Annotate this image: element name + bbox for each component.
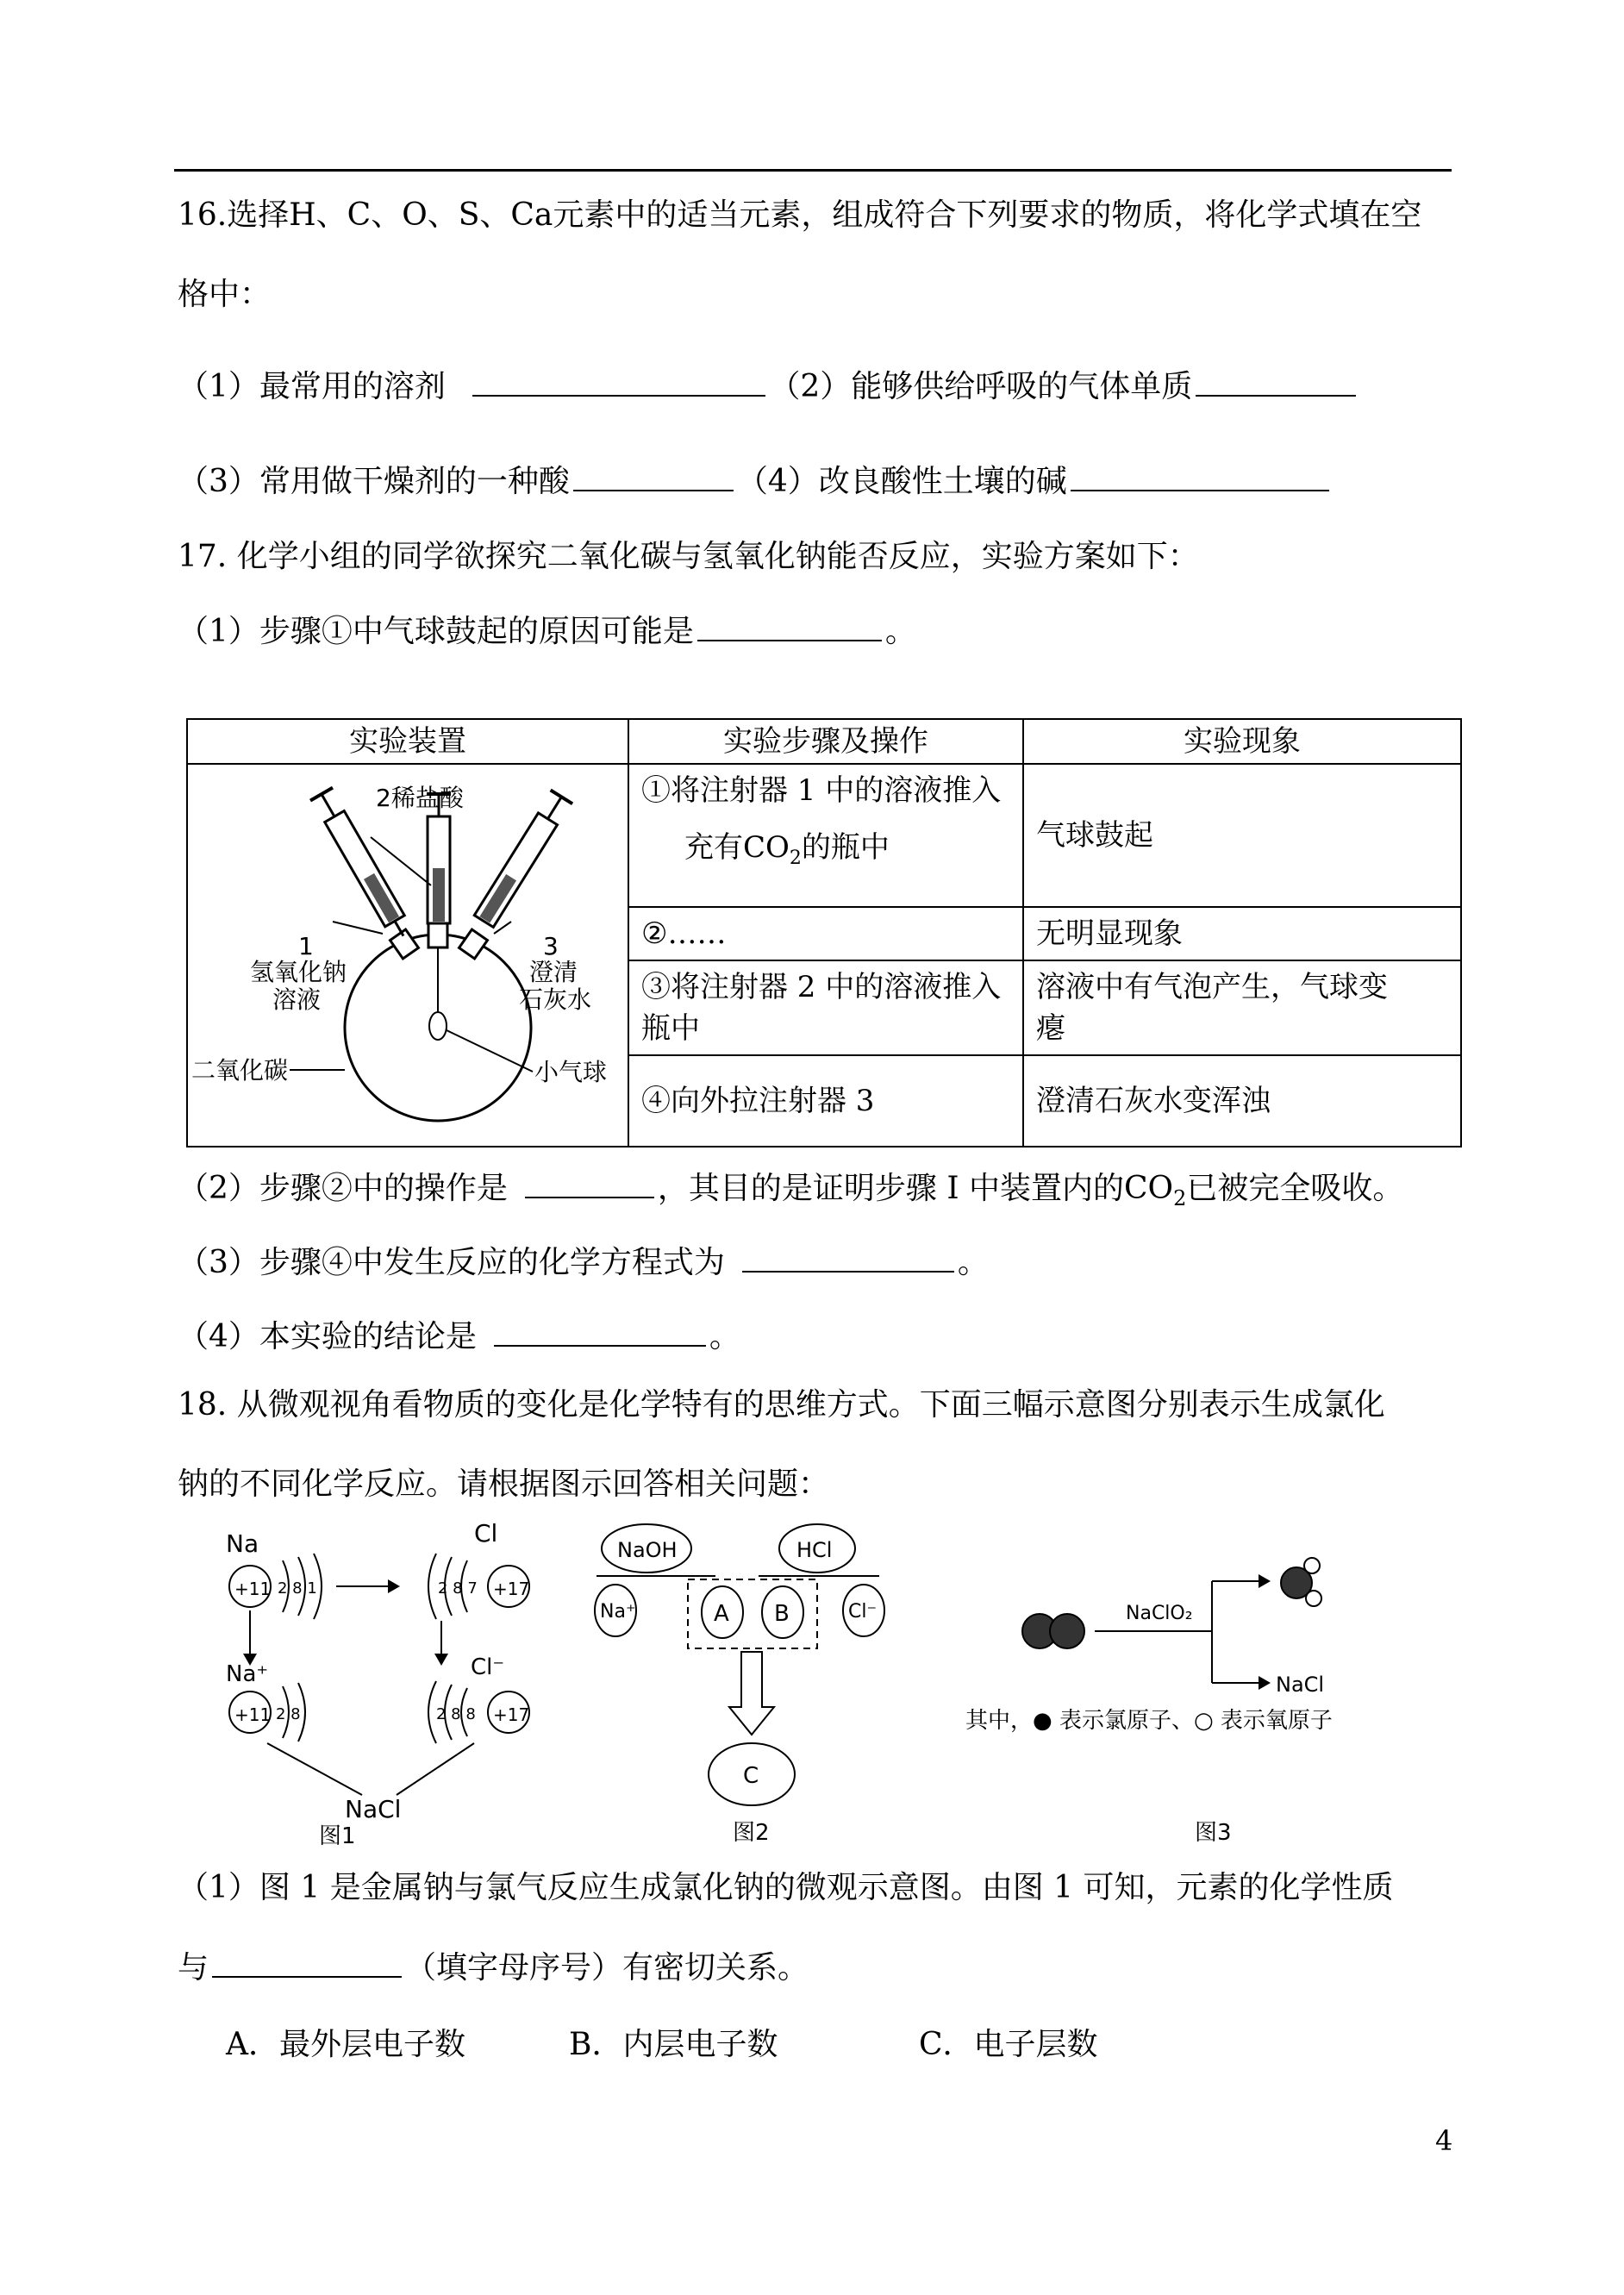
fig3-product-o-icon-2 [1306, 1591, 1321, 1606]
fig2-a: A [714, 1601, 729, 1627]
result-3-line1: 溶液中有气泡产生，气球变 [1036, 970, 1388, 1004]
fig1-cl-ion-label: Cl⁻ [471, 1654, 505, 1680]
result-1: 气球鼓起 [1023, 764, 1461, 907]
fig1-caption: 图1 [319, 1823, 356, 1845]
q17-item3-text: （3）步骤④中发生反应的化学方程式为 [178, 1245, 725, 1280]
q17-item2 [178, 1167, 1403, 1219]
q17-item2-text3: 已被完全吸收。 [1186, 1171, 1404, 1206]
q16-blank3[interactable] [573, 460, 734, 491]
q17-item1-text: （1）步骤①中气球鼓起的原因可能是 [178, 614, 694, 649]
q17-blank2[interactable] [525, 1167, 654, 1198]
step-1 [628, 764, 1023, 907]
option-c[interactable]: C．电子层数 [919, 2027, 1098, 2062]
q18-item1-suffix: （填字母序号）有密切关系。 [405, 1950, 809, 1985]
apparatus-diagram [188, 765, 628, 1141]
fig1-na-nucleus: +11 [234, 1579, 272, 1599]
q16-item1: （1）最常用的溶剂 [178, 369, 446, 404]
experiment-table [186, 718, 1462, 1148]
fig2-dashed-box [688, 1579, 817, 1648]
option-b[interactable]: B．内层电子数 [569, 2027, 778, 2062]
apparatus-cell [187, 764, 628, 1147]
q17-item3-end: 。 [957, 1245, 989, 1280]
q17-intro: 17. 化学小组的同学欲探究二氧化碳与氢氧化钠能否反应，实验方案如下： [178, 539, 1199, 574]
fig3-legend: 其中，● 表示氯原子、○ 表示氧原子 [965, 1708, 1333, 1734]
q17-item4-end: 。 [709, 1319, 740, 1354]
q17-blank4[interactable] [494, 1316, 706, 1347]
label-flask: 二氧化碳 [191, 1056, 289, 1085]
q17-item3 [178, 1241, 989, 1284]
q16-item2: （2）能够供给呼吸的气体单质 [769, 369, 1193, 404]
step-1-line1: ①将注射器 1 中的溶液推入 [641, 773, 1002, 808]
table-header-result: 实验现象 [1023, 719, 1461, 764]
q17-item2-text: （2）步骤②中的操作是 [178, 1171, 508, 1206]
q16-row2 [178, 460, 1333, 503]
fig3-product-o-icon [1304, 1558, 1320, 1573]
q18-item1-line1: （1）图 1 是金属钠与氯气反应生成氯化钠的微观示意图。由图 1 可知，元素的化学性质 [178, 1870, 1394, 1905]
fig2-c: C [743, 1763, 759, 1789]
table-header-steps: 实验步骤及操作 [628, 719, 1023, 764]
label-syringe2: 2稀盐酸 [376, 784, 464, 812]
step-4: ④向外拉注射器 3 [628, 1055, 1023, 1147]
fig1-na-ion-nucleus: +11 [234, 1704, 272, 1725]
fig2-hcl: HCl [796, 1538, 833, 1562]
step-1-line2 [641, 827, 1010, 879]
q17-blank1[interactable] [697, 610, 882, 641]
page-number: 4 [1435, 2124, 1453, 2157]
step-2: ②…… [628, 907, 1023, 960]
q16-blank2[interactable] [1196, 366, 1356, 397]
fig1-cl-label: Cl [474, 1519, 498, 1548]
fig2-na: Na⁺ [600, 1601, 636, 1623]
fig2-arrow-icon [729, 1652, 774, 1735]
q17-blank3[interactable] [742, 1241, 954, 1273]
fig1-na-ion-shells: 2 8 [276, 1705, 301, 1723]
step-3 [628, 960, 1023, 1055]
fig3-reagent: NaClO₂ [1126, 1603, 1193, 1624]
q16-item4: （4）改良酸性土壤的碱 [736, 464, 1067, 499]
q16-line1: 16.选择H、C、O、S、Ca元素中的适当元素，组成符合下列要求的物质，将化学式填在空 [178, 197, 1422, 233]
q17-item4 [178, 1316, 740, 1358]
fig1-cl-ion-nucleus: +17 [493, 1704, 530, 1725]
label-syringe3-a: 澄清 [529, 958, 578, 986]
syringe-3-icon [473, 790, 573, 928]
q17-item4-text: （4）本实验的结论是 [178, 1319, 477, 1354]
fig1-cl-nucleus: +17 [493, 1579, 530, 1599]
fig3-cl-atom-icon-2 [1050, 1614, 1084, 1648]
option-a[interactable]: A．最外层电子数 [226, 2027, 465, 2062]
label-syringe3-b: 石灰水 [519, 985, 592, 1014]
formula-co2-inline: CO [1124, 1171, 1174, 1206]
step-3-line1: ③将注射器 2 中的溶液推入 [641, 970, 1002, 1004]
q17-item1 [178, 610, 916, 653]
fig1-cl-shells: 2 8 7 [438, 1579, 478, 1598]
label-syringe1-a: 氢氧化钠 [250, 958, 347, 986]
q17-item1-end: 。 [884, 614, 916, 649]
fig1-na-shells: 2 8 1 [278, 1579, 317, 1598]
label-balloon: 小气球 [534, 1058, 608, 1086]
q16-line2: 格中： [178, 277, 272, 312]
q17-item2-text2: ，其目的是证明步骤 I 中装置内的 [657, 1171, 1125, 1206]
label-syringe3-num: 3 [543, 932, 559, 960]
fig1-na-label: Na [226, 1529, 259, 1558]
step-1-text: 充有 [684, 830, 743, 865]
fig3-product: NaCl [1276, 1673, 1325, 1697]
step-3-line2: 瓶中 [641, 1011, 700, 1046]
label-syringe1-num: 1 [298, 932, 314, 960]
fig3-caption: 图3 [1195, 1820, 1232, 1845]
result-3 [1023, 960, 1461, 1055]
label-syringe1-b: 溶液 [272, 985, 322, 1014]
q18-blank1[interactable] [212, 1947, 402, 1978]
fig2-b: B [774, 1601, 790, 1627]
q16-blank4[interactable] [1071, 460, 1329, 491]
result-3-line2: 瘪 [1036, 1011, 1065, 1046]
formula-co2-sub: 2 [789, 847, 802, 869]
balloon-icon [429, 1012, 447, 1040]
result-4: 澄清石灰水变浑浊 [1023, 1055, 1461, 1147]
fig1-na-ion-label: Na⁺ [226, 1661, 269, 1687]
q16-item3: （3）常用做干燥剂的一种酸 [178, 464, 570, 499]
figure-2 [586, 1517, 914, 1845]
q16-row1 [178, 366, 1359, 408]
q18-line1: 18. 从微观视角看物质的变化是化学特有的思维方式。下面三幅示意图分别表示生成氯化 [178, 1387, 1385, 1423]
formula-co2-inline-sub: 2 [1173, 1186, 1187, 1211]
q18-item1-prefix: 与 [178, 1950, 209, 1985]
q16-blank1[interactable] [472, 366, 765, 397]
syringe-2-icon [427, 794, 451, 923]
table-header-apparatus: 实验装置 [187, 719, 628, 764]
fig2-caption: 图2 [733, 1820, 770, 1845]
figure-3 [957, 1517, 1440, 1845]
fig2-cl: Cl⁻ [848, 1601, 878, 1623]
q18-item1-line2 [178, 1947, 809, 1989]
header-rule [174, 169, 1452, 172]
figure-1 [215, 1517, 646, 1845]
formula-co2: CO [743, 830, 790, 865]
result-2: 无明显现象 [1023, 907, 1461, 960]
fig1-product: NaCl [345, 1795, 402, 1823]
fig2-naoh: NaOH [617, 1538, 678, 1562]
q18-line2: 钠的不同化学反应。请根据图示回答相关问题： [178, 1466, 830, 1502]
step-1-text2: 的瓶中 [801, 830, 890, 865]
fig1-cl-ion-shells: 2 8 8 [436, 1705, 476, 1723]
